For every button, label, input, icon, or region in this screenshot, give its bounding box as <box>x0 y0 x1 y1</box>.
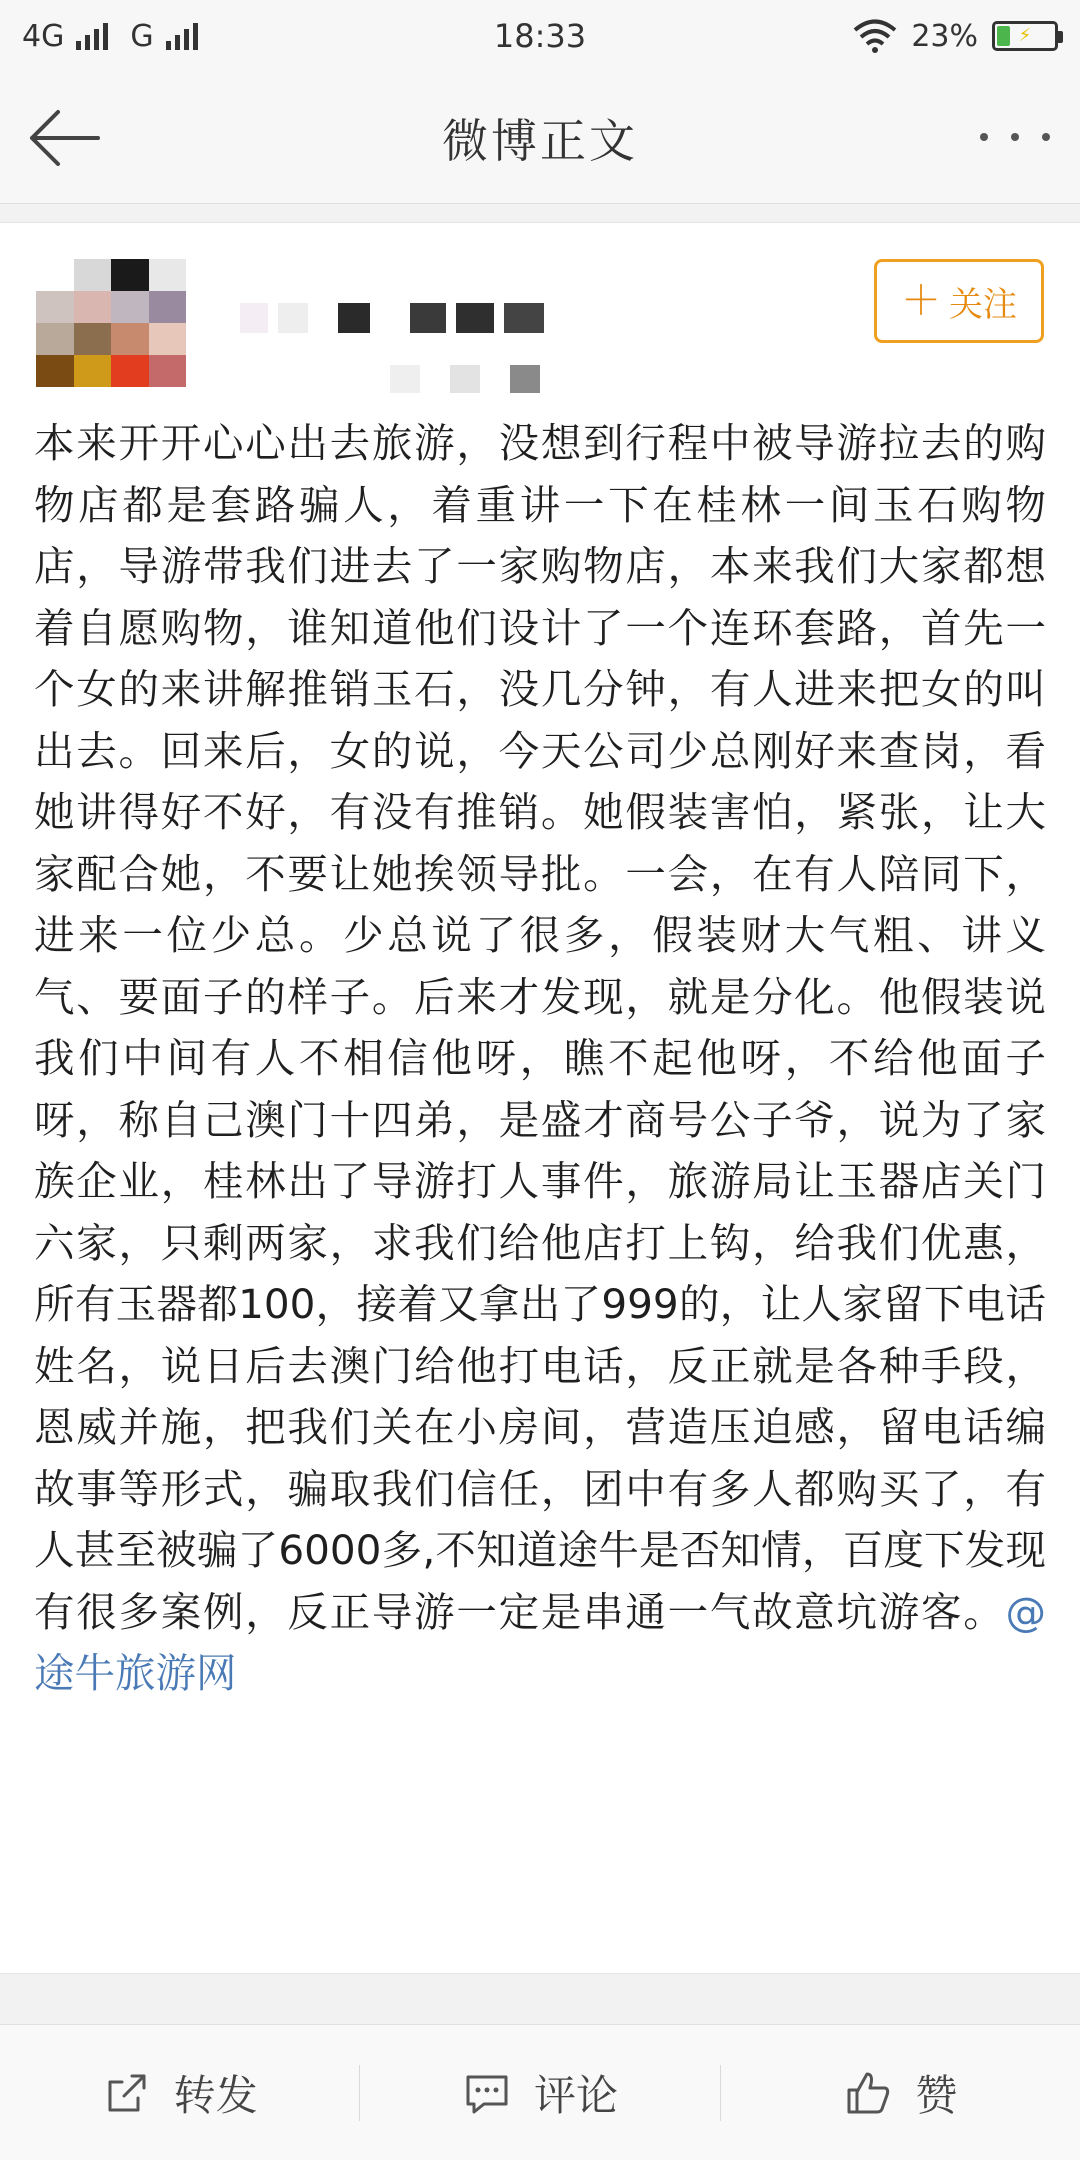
plus-icon: ＋ <box>901 278 941 324</box>
signal-icon <box>76 22 108 50</box>
username-pixel <box>240 303 268 333</box>
comment-button[interactable] <box>360 2025 719 2160</box>
username-pixel <box>410 303 446 333</box>
username[interactable] <box>240 303 544 333</box>
battery-icon <box>992 21 1058 51</box>
avatar-pixel <box>149 259 187 291</box>
avatar-pixel <box>74 355 112 387</box>
avatar-pixel <box>111 291 149 323</box>
comment-label: 评论 <box>533 2070 618 2120</box>
status-time: 18:33 <box>493 17 587 55</box>
avatar[interactable] <box>36 259 186 387</box>
wifi-icon <box>853 19 897 53</box>
status-bar-left <box>22 19 382 54</box>
thumbs-up-icon <box>843 2068 893 2118</box>
action-bar <box>0 2024 1080 2160</box>
more-dot <box>1042 133 1050 141</box>
back-button[interactable] <box>24 106 104 170</box>
repost-label: 转发 <box>173 2070 258 2120</box>
repost-button[interactable] <box>0 2025 359 2160</box>
username-pixel <box>504 303 544 333</box>
app-header <box>0 72 1080 204</box>
meta-pixel <box>390 365 420 393</box>
meta-pixel <box>510 365 540 393</box>
avatar-pixel <box>36 291 74 323</box>
post-body: 本来开开心心出去旅游，没想到行程中被导游拉去的购物店都是套路骗人，着重讲一下在桂林一间玉石购物店，导游带我们进去了一家购物店，本来我们大家都想着自愿购物，谁知道他们设计了一个连环套路，首先一个女的来讲解推销玉石，没几分钟，有人进来把女的叫出去。回来后，女的说，今天公司少总刚好来查岗，看她讲得好不好，有没有推销。她假装害怕，紧张，让大家配合她，不要让她挨领导批。一会，在有人陪同下，进来一位少总。少总说了很多，假装财大气粗、讲义气、要面子的样子。后来才发现，就是分化。他假装说我们中间有人不相信他呀，瞧不起他呀，不给他面子呀，称自己澳门十四弟，是盛才商号公子爷，说为了家族企业，桂林出了导游打人事件，旅游局让玉器店关门六家，只剩两家，求我们给他店打上钩，给我们优惠，所有玉器都100，接着又拿出了999的，让人家留下电话姓名，说日后去澳门给他打电话，反正就是各种手段，恩威并施，把我们关在小房间，营造压迫感，留电话编故事等形式，骗取我们信任，团中有多人都购买了，有人甚至被骗了6000多,不知道途牛是否知情，百度下发现有很多案例，反正导游一定是串通一气故意坑游客。 <box>34 419 1046 1636</box>
follow-label: 关注 <box>949 284 1017 325</box>
more-button[interactable] <box>970 112 1060 162</box>
signal-icon-2 <box>166 22 198 50</box>
username-pixel <box>338 303 370 333</box>
battery-percent: 23% <box>911 18 978 54</box>
avatar-pixel <box>74 323 112 355</box>
status-bar-right <box>698 19 1058 54</box>
page-title: 微博正文 <box>442 113 638 168</box>
share-box-icon <box>102 2068 152 2118</box>
more-dot <box>1011 133 1019 141</box>
comment-bubble-icon <box>462 2068 512 2118</box>
post-text <box>34 413 1046 1705</box>
like-button[interactable] <box>721 2025 1080 2160</box>
avatar-pixel <box>111 259 149 291</box>
follow-button[interactable] <box>874 259 1044 343</box>
avatar-pixel <box>111 355 149 387</box>
like-label: 赞 <box>915 2070 958 2120</box>
username-pixel <box>456 303 494 333</box>
charging-bolt-icon: ⚡ <box>1018 25 1032 46</box>
mention-link[interactable]: @途牛旅游网 <box>34 1587 1046 1697</box>
network-type-label: 4G <box>22 18 65 54</box>
username-pixel <box>278 303 308 333</box>
avatar-pixel <box>36 323 74 355</box>
avatar-pixel <box>74 291 112 323</box>
avatar-pixel <box>36 355 74 387</box>
network-type-label-2: G <box>130 18 154 54</box>
status-bar <box>0 0 1080 72</box>
post-meta <box>390 365 540 393</box>
avatar-pixel <box>149 355 187 387</box>
avatar-pixel <box>111 323 149 355</box>
avatar-pixel <box>149 291 187 323</box>
meta-pixel <box>450 365 480 393</box>
more-dots-icon <box>980 133 988 141</box>
post-card <box>0 222 1080 1974</box>
arrow-left-icon <box>24 106 104 170</box>
avatar-pixel <box>36 259 74 291</box>
avatar-pixel <box>149 323 187 355</box>
avatar-pixel <box>74 259 112 291</box>
